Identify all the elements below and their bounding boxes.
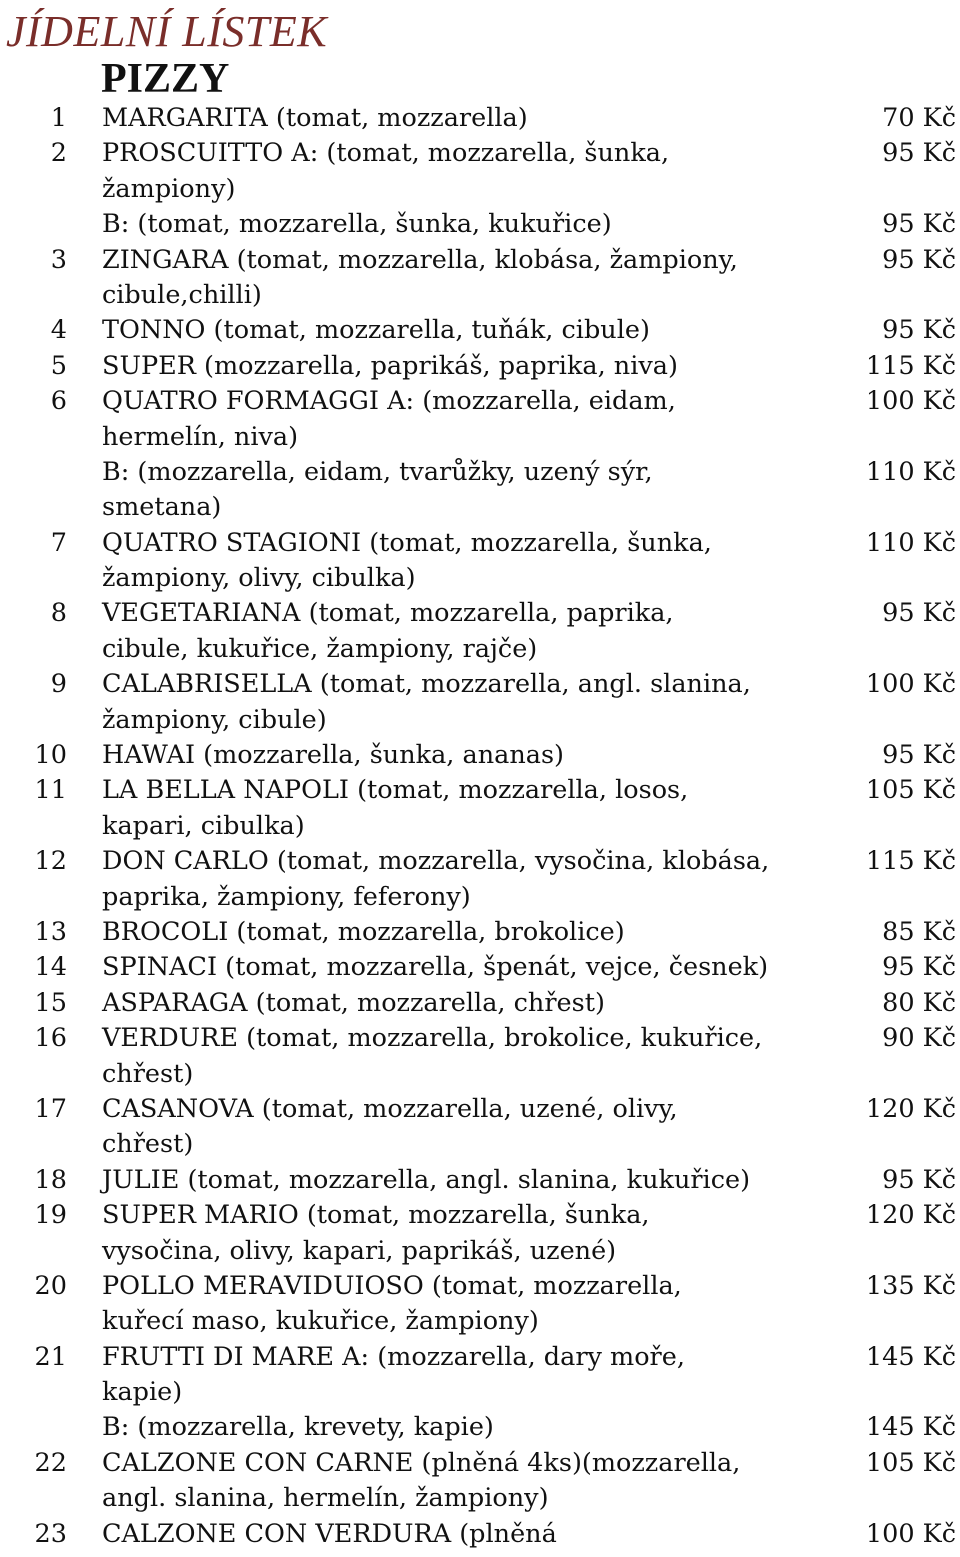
menu-item-line	[0, 101, 960, 136]
item-price: 105 Kč	[865, 775, 956, 806]
item-number: 23	[34, 1518, 67, 1549]
item-description: MARGARITA (tomat, mozzarella)	[102, 103, 528, 133]
menu-item	[0, 844, 960, 915]
menu-item	[0, 1269, 960, 1340]
item-number: 12	[34, 846, 67, 877]
item-description: CASANOVA (tomat, mozzarella, uzené, olivy,	[102, 1093, 678, 1124]
item-number: 13	[34, 916, 67, 947]
item-description: žampiony, cibule)	[102, 704, 327, 735]
item-number: 9	[50, 669, 67, 700]
menu-item	[0, 950, 960, 985]
menu-item	[0, 738, 960, 773]
item-price: 95 Kč	[882, 1164, 956, 1195]
item-description: angl. slanina, hermelín, žampiony)	[102, 1483, 549, 1514]
menu-item-list	[0, 101, 960, 1552]
item-description: JULIE (tomat, mozzarella, angl. slanina, kukuřice)	[102, 1164, 751, 1195]
menu-item	[0, 455, 960, 526]
item-price: 85 Kč	[882, 916, 956, 947]
item-description: kuřecí maso, kukuřice, žampiony)	[102, 1306, 539, 1337]
menu-item	[0, 349, 960, 384]
item-description: SPINACI (tomat, mozzarella, špenát, vejce, česnek)	[102, 952, 769, 983]
item-price: 105 Kč	[865, 1447, 956, 1478]
menu-item-line	[0, 561, 960, 596]
item-price: 115 Kč	[865, 846, 956, 877]
menu-item-line	[0, 703, 960, 738]
item-price: 95 Kč	[882, 952, 956, 983]
item-price: 110 Kč	[865, 456, 956, 487]
menu-item-line	[0, 1092, 960, 1127]
item-description: VEGETARIANA (tomat, mozzarella, paprika,	[102, 598, 674, 629]
item-description: žampiony)	[102, 173, 236, 204]
item-description: žampiony, olivy, cibulka)	[102, 563, 416, 594]
item-description: CALABRISELLA (tomat, mozzarella, angl. slanina,	[102, 669, 751, 700]
item-number: 7	[50, 527, 67, 558]
item-description: ZINGARA (tomat, mozzarella, klobása, žampiony,	[102, 244, 738, 275]
item-price: 95 Kč	[882, 138, 956, 169]
menu-item-line	[0, 455, 960, 490]
item-description: B: (mozzarella, eidam, tvarůžky, uzený sýr,	[102, 456, 653, 487]
menu-item	[0, 1163, 960, 1198]
menu-item-line	[0, 1021, 960, 1056]
item-description: FRUTTI DI MARE A: (mozzarella, dary moře,	[102, 1341, 685, 1372]
menu-item-line	[0, 986, 960, 1021]
item-description: paprika, žampiony, feferony)	[102, 881, 471, 912]
item-number: 5	[50, 350, 67, 381]
menu-item-line	[0, 136, 960, 171]
item-description: cibule,chilli)	[102, 279, 262, 310]
item-price: 110 Kč	[865, 527, 956, 558]
item-number: 8	[50, 598, 67, 629]
item-description: hermelín, niva)	[102, 421, 299, 452]
menu-item-line	[0, 490, 960, 525]
item-description: QUATRO STAGIONI (tomat, mozzarella, šunka,	[102, 527, 712, 558]
menu-item	[0, 773, 960, 844]
item-description: CALZONE CON VERDURA (plněná	[102, 1518, 557, 1549]
item-number: 16	[34, 1023, 67, 1054]
item-description: CALZONE CON CARNE (plněná 4ks)(mozzarella,	[102, 1447, 741, 1478]
menu-item	[0, 207, 960, 242]
menu-item-line	[0, 243, 960, 278]
menu-item-line	[0, 809, 960, 844]
item-description: B: (mozzarella, krevety, kapie)	[102, 1412, 494, 1443]
menu-item	[0, 1198, 960, 1269]
item-number: 22	[34, 1447, 67, 1478]
item-number: 3	[50, 244, 67, 275]
item-price: 120 Kč	[865, 1093, 956, 1124]
menu-item-line	[0, 1481, 960, 1516]
menu-item-line	[0, 880, 960, 915]
item-price: 80 Kč	[882, 987, 956, 1018]
menu-item-line	[0, 1198, 960, 1233]
menu-item-line	[0, 915, 960, 950]
menu-item-line	[0, 773, 960, 808]
menu-item-line	[0, 278, 960, 313]
item-price: 95 Kč	[882, 598, 956, 629]
menu-item-line	[0, 1410, 960, 1445]
menu-item	[0, 136, 960, 207]
item-price: 70 Kč	[882, 103, 956, 133]
menu-item	[0, 101, 960, 136]
menu-item-line	[0, 596, 960, 631]
item-price: 135 Kč	[865, 1270, 956, 1301]
menu-item-line	[0, 950, 960, 985]
menu-item	[0, 667, 960, 738]
menu-item	[0, 1021, 960, 1092]
menu-item-line	[0, 1269, 960, 1304]
item-number: 17	[34, 1093, 67, 1124]
menu-item	[0, 384, 960, 455]
menu-item-line	[0, 1517, 960, 1552]
item-price: 95 Kč	[882, 244, 956, 275]
menu-item-line	[0, 1375, 960, 1410]
menu-item	[0, 526, 960, 597]
item-price: 95 Kč	[882, 209, 956, 240]
item-description: SUPER (mozzarella, paprikáš, paprika, niva)	[102, 350, 678, 381]
item-number: 1	[50, 103, 67, 133]
item-description: vysočina, olivy, kapari, paprikáš, uzené)	[102, 1235, 617, 1266]
item-price: 100 Kč	[865, 386, 956, 417]
menu-item-line	[0, 313, 960, 348]
item-description: QUATRO FORMAGGI A: (mozzarella, eidam,	[102, 386, 676, 417]
item-price: 120 Kč	[865, 1200, 956, 1231]
item-price: 95 Kč	[882, 315, 956, 346]
menu-item-line	[0, 1234, 960, 1269]
menu-item-line	[0, 384, 960, 419]
item-number: 21	[34, 1341, 67, 1372]
menu-item-line	[0, 844, 960, 879]
menu-item	[0, 1410, 960, 1445]
item-description: TONNO (tomat, mozzarella, tuňák, cibule)	[102, 315, 650, 346]
item-price: 95 Kč	[882, 740, 956, 771]
item-price: 90 Kč	[882, 1023, 956, 1054]
item-description: kapari, cibulka)	[102, 810, 305, 841]
menu-item	[0, 1517, 960, 1552]
item-number: 6	[50, 386, 67, 417]
item-description: smetana)	[102, 492, 222, 523]
item-number: 10	[34, 740, 67, 771]
menu-item-line	[0, 207, 960, 242]
item-description: chřest)	[102, 1129, 194, 1160]
menu-item	[0, 915, 960, 950]
item-price: 145 Kč	[865, 1341, 956, 1372]
menu-item-line	[0, 1127, 960, 1162]
item-description: kapie)	[102, 1377, 183, 1408]
item-price: 100 Kč	[865, 1518, 956, 1549]
menu-item-line	[0, 1057, 960, 1092]
menu-item-line	[0, 1446, 960, 1481]
item-number: 15	[34, 987, 67, 1018]
item-description: PROSCUITTO A: (tomat, mozzarella, šunka,	[102, 138, 670, 169]
menu-item-line	[0, 632, 960, 667]
item-description: HAWAI (mozzarella, šunka, ananas)	[102, 740, 565, 771]
menu-item-line	[0, 1340, 960, 1375]
item-description: POLLO MERAVIDUIOSO (tomat, mozzarella,	[102, 1270, 682, 1301]
menu-item-line	[0, 1304, 960, 1339]
menu-item-line	[0, 172, 960, 207]
item-number: 2	[50, 138, 67, 169]
item-price: 145 Kč	[865, 1412, 956, 1443]
menu-item	[0, 986, 960, 1021]
menu-item-line	[0, 667, 960, 702]
item-description: LA BELLA NAPOLI (tomat, mozzarella, losos,	[102, 775, 689, 806]
menu-item-line	[0, 349, 960, 384]
item-description: VERDURE (tomat, mozzarella, brokolice, kukuřice,	[102, 1023, 763, 1054]
menu-item-line	[0, 420, 960, 455]
item-number: 18	[34, 1164, 67, 1195]
item-description: DON CARLO (tomat, mozzarella, vysočina, klobása,	[102, 846, 770, 877]
menu-item-line	[0, 738, 960, 773]
menu-item	[0, 596, 960, 667]
item-number: 14	[34, 952, 67, 983]
item-number: 4	[50, 315, 67, 346]
menu-item	[0, 313, 960, 348]
menu-item	[0, 1446, 960, 1517]
item-price: 115 Kč	[865, 350, 956, 381]
section-title-pizzy: PIZZY	[101, 56, 230, 102]
item-number: 20	[34, 1270, 67, 1301]
item-price: 100 Kč	[865, 669, 956, 700]
item-description: SUPER MARIO (tomat, mozzarella, šunka,	[102, 1200, 650, 1231]
item-description: B: (tomat, mozzarella, šunka, kukuřice)	[102, 209, 612, 240]
item-description: BROCOLI (tomat, mozzarella, brokolice)	[102, 916, 625, 947]
menu-item-line	[0, 526, 960, 561]
menu-item	[0, 1092, 960, 1163]
item-description: cibule, kukuřice, žampiony, rajče)	[102, 633, 538, 664]
menu-item-line	[0, 1163, 960, 1198]
item-description: ASPARAGA (tomat, mozzarella, chřest)	[102, 987, 605, 1018]
item-number: 19	[34, 1200, 67, 1231]
item-description: chřest)	[102, 1058, 194, 1089]
menu-item	[0, 243, 960, 314]
menu-title: JÍDELNÍ LÍSTEK	[6, 7, 328, 56]
menu-item	[0, 1340, 960, 1411]
item-number: 11	[34, 775, 67, 806]
